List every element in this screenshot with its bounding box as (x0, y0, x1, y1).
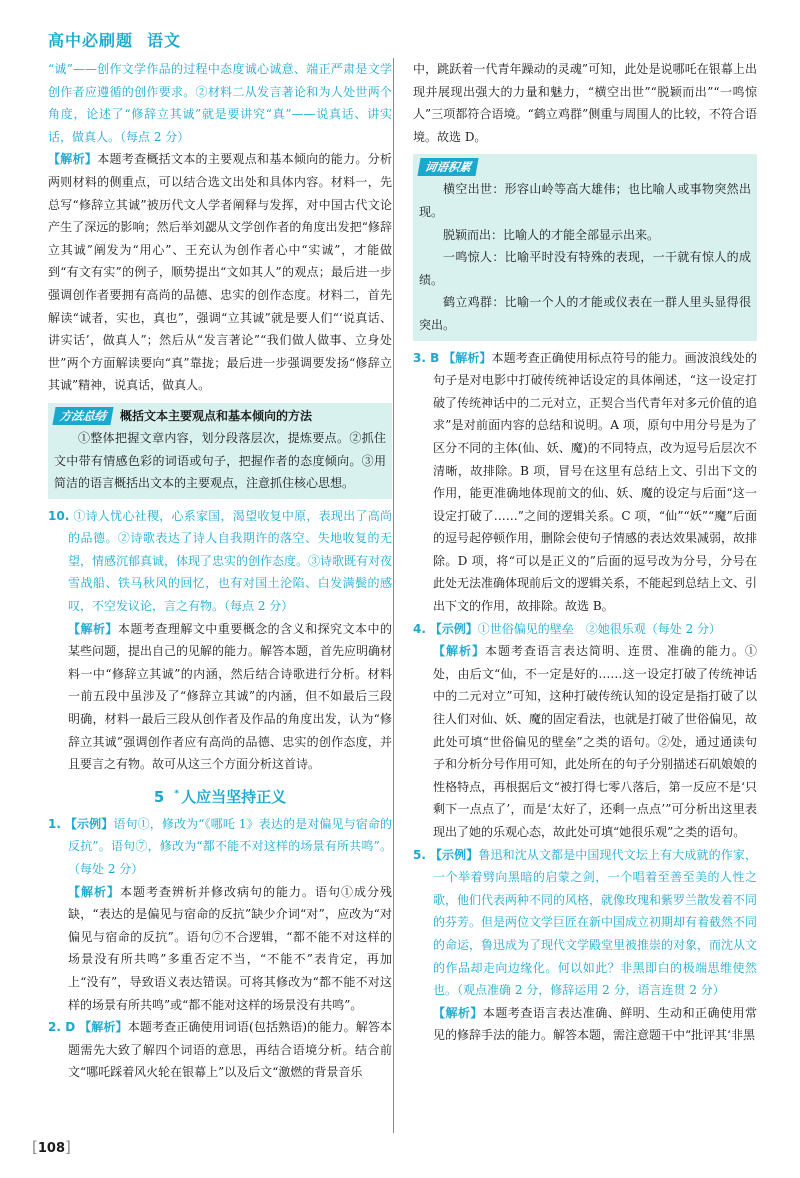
question-10: 10. ①诗人忧心社稷，心系家国，渴望收复中原，表现出了高尚的品德。②诗歌表达了诗人自我期许的落空、失地收复的无望，情感沉郁真诚，体现了忠实的创作态度。③诗歌既有对夜雪战船、铁马秋风的回忆，也有对国土沦陷、白发满鬓的感叹，不空发议论，言之有物。（每点 2 分） (48, 508, 393, 614)
answer-text: “诚”——创作文学作品的过程中态度诚心诚意、端正严肃是文学创作者应遵循的创作要求。②材料二从发言著论和为人处世两个角度，论述了“修辞立其诚”就是要讲究“真”——说真话、讲实话，做真人。（每点 2 分） (48, 62, 392, 144)
question-2: 2. D 【解析】本题考查正确使用词语(包括熟语)的能力。解答本题需先大致了解四个词语的意思，再结合语境分析。结合前文“哪吒踩着风火轮在银幕上”以及后文“激燃的背景音乐 (48, 1020, 392, 1080)
vocab-box (413, 154, 757, 340)
question-3: 3. B 【解析】本题考查正确使用标点符号的能力。画波浪线处的句子是对电影中打破传统神话设定的具体阐述，“这一设定打破了传统神话中的二元对立，正契合当代青年对多元价值的追求”是对前面内容的总结和说明。A 项，原句中用分号是为了区分不同的主体(仙、妖、魔)的不同特点，改为逗号后层次不清晰，故排除。B 项，冒号在这里有总结上文、引出下文的作用，能更准确地体现前文的仙、妖、魔的设定与后面“这一设定打破了……”之间的逻辑关系。C 项，“仙”“妖”“魔”后面的逗号起停顿作用，删除会使句子情感的表达效果减弱，故排除。D 项，将“可以是正义的”后面的逗号改为分号，分号在此处无法准确体现前后文的逻辑关系，不能起到总结上文、引出下文的作用，故排除。故选 B。 (413, 350, 758, 614)
vocab-item: 脱颖而出：比喻人的才能全部显示出来。 (443, 227, 660, 242)
section-heading: 5 * 人应当坚持正义 (153, 787, 287, 806)
vocab-item: 一鸣惊人：比喻平时没有特殊的表现，一干就有惊人的成绩。 (419, 250, 751, 287)
vocab-item: 鹤立鸡群：比喻一个人的才能或仪表在一群人里头显得很突出。 (419, 295, 751, 332)
question-2-continued: 中，跳跃着一代青年躁动的灵魂”可知，此处是说哪吒在银幕上出现并展现出强大的力量和魅力，“横空出世”“脱颖而出”“一鸣惊人”三项都符合语境。“鹤立鸡群”侧重与周围人的比较，不符合语境。故选 D。 (413, 62, 757, 144)
method-summary-box (48, 403, 392, 499)
question-10-analysis: 【解析】本题考查理解文中重要概念的含义和探究文本中的某些问题，提出自己的见解的能力。解答本题，首先应明确材料一中“修辞立其诚”的内涵，然后结合诗歌进行分析。材料一前五段中虽涉及了“修辞立其诚”的内涵，但不如最后三段明确，材料一最后三段从创作者及作品的角度出发，认为“修辞立其诚”强调创作者应有高尚的品德、忠实的创作态度，并且要言之有物。故可从这三个方面分析这首诗。 (68, 621, 393, 772)
question-5: 5. 【示例】鲁迅和沈从文都是中国现代文坛上有大成就的作家，一个举着劈向黑暗的启蒙之剑，一个唱着至善至美的人性之歌，他们代表两种不同的风格，就像玫瑰和紫罗兰散发着不同的芬芳。但是两位文学巨匠在新中国成立初期却有着截然不同的命运，鲁迅成为了现代文学殿堂里被推崇的对象，而沈从文的作品却走向边缘化。何以如此？非黑即白的极端思维使然也。（观点准确 2 分，修辞运用 2 分，语言连贯 2 分） (413, 847, 758, 998)
question-5-analysis: 【解析】本题考查语言表达准确、鲜明、生动和正确使用常见的修辞手法的能力。解答本题，需注意题干中“批评其‘非黑 (433, 1005, 757, 1043)
left-column (48, 58, 392, 1084)
analysis-tag: 【解析】 (48, 152, 98, 167)
vocab-item: 横空出世：形容山岭等高大雄伟；也比喻人或事物突然出现。 (419, 182, 751, 219)
method-heading: 概括文本主要观点和基本倾向的方法 (120, 408, 313, 423)
question-1-analysis: 【解析】本题考查辨析并修改病句的能力。语句①成分残缺，“表达的是偏见与宿命的反抗”缺少介词“对”，应改为“对偏见与宿命的反抗”。语句⑦不合逻辑，“都不能不对这样的场景没有所共鸣”多重否定不当，“不能不”表肯定，再加上“没有”，导致语义表达错误。可将其修改为“都不能不对这样的场景有所共鸣”或“都不能对这样的场景没有共鸣”。 (68, 884, 392, 1012)
page-header (48, 28, 181, 51)
column-divider (393, 58, 394, 1133)
vocab-badge: 词语积累 (417, 158, 478, 176)
subject-title: 语文 (147, 31, 182, 50)
question-4-analysis: 【解析】本题考查语言表达简明、连贯、准确的能力。①处，由后文“仙，不一定是好的……这一设定打破了传统神话中的二元对立”可知，这种打破传统认知的设定是指打破了以往人们对仙、妖、魔的固定看法，也就是打破了世俗偏见，故此处可填“世俗偏见的壁垒”之类的语句。②处，通过通读句子和分析分号作用可知，此处所在的句子分别描述石矶娘娘的性格特点，再根据后文“被打得七零八落后，第一反应不是‘只剩下一点点了’，而是‘太好了，还剩一点点’”可分析出这里表现出了她的乐观心态，故此处可填“她很乐观”之类的语句。 (433, 644, 758, 839)
analysis-paragraph: 【解析】本题考查概括文本的主要观点和基本倾向的能力。分析两则材料的侧重点，可以结合选文出处和具体内容。材料一，先总写“修辞立其诚”被历代文人学者阐释与发挥，对中国古代文论产生了深远的影响；然后举刘勰从文学创作者的角度出发把“修辞立其诚”阐发为“用心”、王充认为创作者心中“实诚”，才能做到“有文有实”的例子，顺势提出“文如其人”的观点；最后进一步强调创作者要拥有高尚的品德、忠实的创作态度。材料二，首先解读“诚者，实也，真也”，强调“立其诚”就是要人们“‘说真话、讲实话’，做真人”；然后从“发言著论”“我们做人做事、立身处世”两个方面解读要向“真”靠拢；最后进一步强调要发扬“修辞立其诚”精神，说真话，做真人。 (48, 152, 392, 393)
question-1: 1. 【示例】语句①，修改为“《哪吒 1》表达的是对偏见与宿命的反抗”。语句⑦，修改为“都不能不对这样的场景有所共鸣”。（每处 2 分） (48, 816, 392, 876)
question-4: 4. 【示例】①世俗偏见的壁垒 ②她很乐观（每处 2 分） (413, 621, 722, 636)
book-title: 高中必刷题 (48, 31, 134, 50)
right-column (413, 58, 757, 1047)
method-body: ①整体把握文章内容，划分段落层次，提炼要点。②抓住文中带有情感色彩的词语或句子，把握作者的态度倾向。③用简洁的语言概括出文本的主要观点，注意抓住核心思想。 (54, 430, 386, 491)
page-number: [108] (32, 1138, 71, 1156)
method-badge: 方法总结 (52, 407, 113, 425)
